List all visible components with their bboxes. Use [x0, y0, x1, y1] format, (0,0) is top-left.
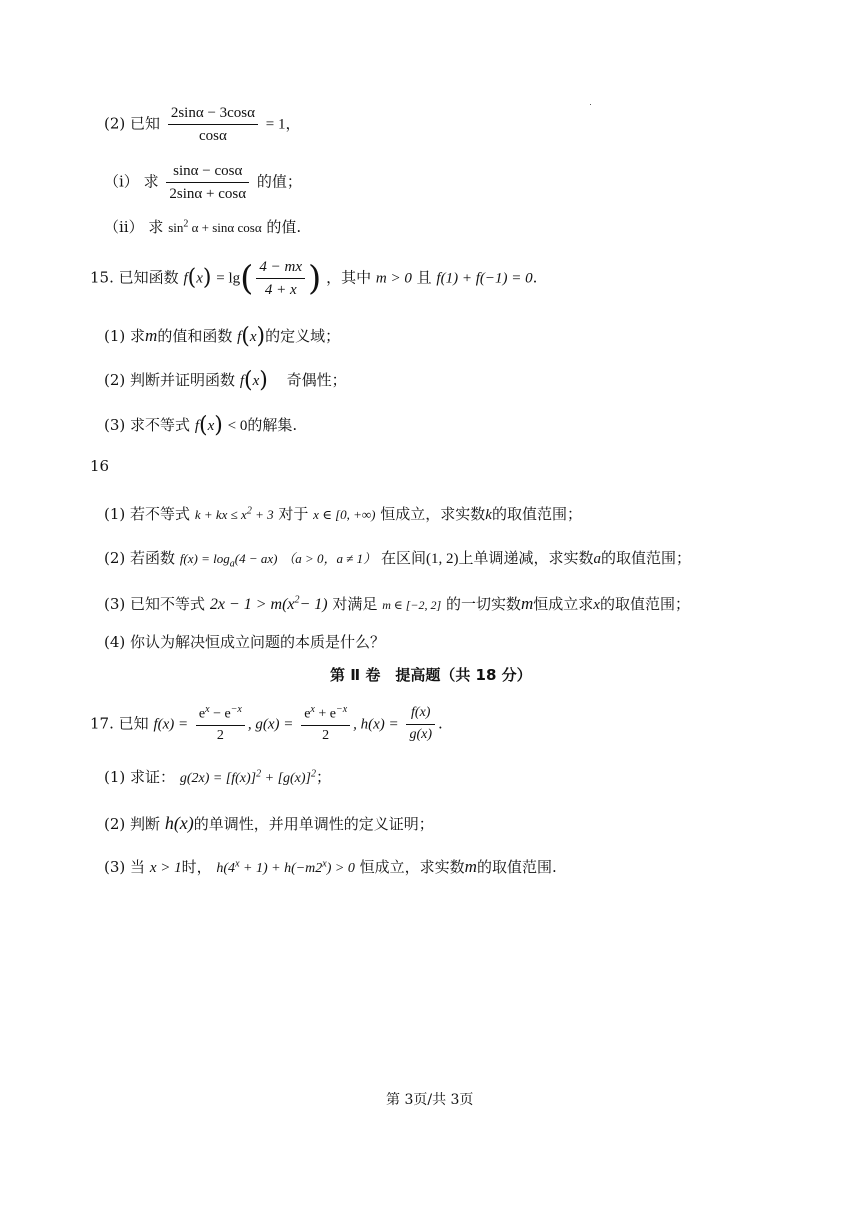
q14-part2-given: (2) 已知 $\frac{2\sin\alpha - 3\cos\alpha}{\cos\alpha}$ = 1，: [104, 105, 301, 144]
q16-part1: (1) 若不等式 k + kx ≤ $x^2 + 3$ 对于 x ∈ [0, +∞) 恒成立，求实数k的取值范围；: [104, 505, 582, 523]
q14-fraction: $\frac{2\sin\alpha - 3\cos\alpha}{\cos\alpha}$: [168, 104, 258, 145]
q15-part2: (2) 判断并证明函数 f(x) 奇偶性；: [104, 368, 347, 393]
q17-h-fraction: $\frac{f(x)}{g(x)}$: [406, 705, 435, 744]
q14-part2-ii: （ⅱ） 求 $\sin^2 \alpha + \sin\alpha$ cosα 的值.: [104, 218, 302, 236]
q15-lg-fraction: $\frac{4 - mx}{4 + x}$: [256, 258, 305, 299]
q17-g-fraction: $\frac{e^x + e^{-x}}{2}$: [301, 704, 350, 745]
q17-part3: (3) 当 x > 1时， $h(4^x + 1) + h(-m2^x) > 0$ 恒成立，求实数m的取值范围.: [104, 857, 557, 876]
q16-part4: (4) 你认为解决恒成立问题的本质是什么？: [104, 633, 386, 651]
q16-number: 16: [90, 457, 110, 475]
q15-stem: 15. 已知函数 f(x) = lg( $\frac{4 - mx}{4 + x}$ ) ，其中 m > 0 且 f(1) + f(−1) = 0.: [90, 258, 538, 299]
q14-part2-i: （ⅰ） 求 $\frac{\sin\alpha - \cos\alpha}{2\sin\alpha + \cos\alpha}$ 的值；: [104, 163, 302, 202]
q17-f-fraction: $\frac{e^x - e^{-x}}{2}$: [196, 704, 245, 745]
q16-part2: (2) 若函数 $f(x) = \log_a(4 - ax) (a > 0$，a ≠ 1） 在区间(1, 2)上单调递减，求实数a的取值范围；: [104, 549, 691, 570]
stray-mark: [590, 104, 591, 105]
q16-part3: (3) 已知不等式 $2x - 1 > m(x^2- 1)$ 对满足 m ∈ [−2, 2] 的一切实数m恒成立求x的取值范围；: [104, 594, 690, 613]
q17-stem: 17. 已知 f(x) = $\frac{e^x - e^{-x}}{2}$ , g(x) = $\frac{e^x + e^{-x}}{2}$ , h(x) = $\frac{f(x)}{g(x)}$ .: [90, 704, 443, 744]
q15-part1: (1) 求m的值和函数 f(x)的定义域；: [104, 324, 341, 349]
section-title: 第 Ⅱ 卷 提高题（共 18 分）: [330, 666, 532, 684]
page-footer: 第 3页/共 3页: [386, 1092, 474, 1108]
q15-part3: (3) 求不等式 f(x) < 0的解集.: [104, 413, 298, 438]
q17-part1: (1) 求证： $g(2x) = [f(x)]^2 + [g(x)]^2$；: [104, 768, 332, 786]
q14-i-fraction: $\frac{\sin\alpha - \cos\alpha}{2\sin\alpha + \cos\alpha}$: [166, 162, 249, 203]
q17-part2: (2) 判断 h(x)的单调性，并用单调性的定义证明；: [104, 813, 434, 833]
